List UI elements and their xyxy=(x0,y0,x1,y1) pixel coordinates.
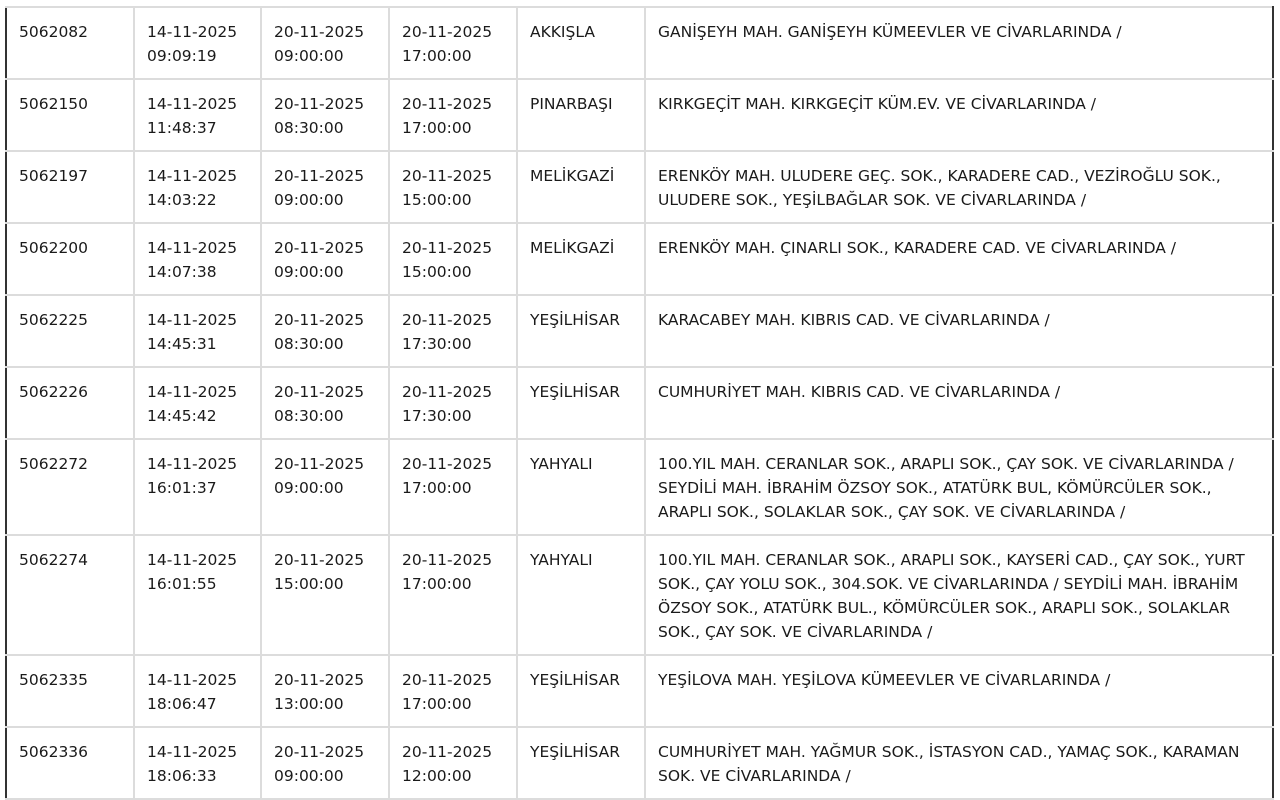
start-time: 09:00:00 xyxy=(274,767,344,785)
district: YAHYALI xyxy=(530,455,593,473)
outage-id-cell xyxy=(6,727,134,799)
created-date: 14-11-2025 xyxy=(147,23,238,41)
end-time: 17:00:00 xyxy=(402,695,472,713)
end-datetime-cell xyxy=(389,655,517,727)
district: AKKIŞLA xyxy=(530,23,595,41)
outage-id-cell xyxy=(6,223,134,295)
end-date: 20-11-2025 xyxy=(402,551,493,569)
end-datetime-cell xyxy=(389,535,517,655)
outage-id-cell xyxy=(6,79,134,151)
outage-id: 5062335 xyxy=(19,671,89,689)
start-date: 20-11-2025 xyxy=(274,671,365,689)
created-time: 11:48:37 xyxy=(147,119,217,137)
outage-id: 5062225 xyxy=(19,311,89,329)
address: KIRKGEÇİT MAH. KIRKGEÇİT KÜM.EV. VE CİVARLARINDA / xyxy=(658,95,1097,113)
district: YEŞİLHİSAR xyxy=(530,383,621,401)
address: 100.YIL MAH. CERANLAR SOK., ARAPLI SOK., KAYSERİ CAD., ÇAY SOK., YURT SOK., ÇAY YOLU SOK., 304.SOK. VE CİVARLARINDA / SEYDİLİ MAH. İBRAHİM ÖZSOY SOK., ATATÜRK BUL., KÖMÜRCÜLER SOK., ARAPLI SOK., SOLAKLAR SOK., ÇAY SOK. VE CİVARLARINDA / xyxy=(658,551,1245,641)
address: CUMHURİYET MAH. YAĞMUR SOK., İSTASYON CAD., YAMAÇ SOK., KARAMAN SOK. VE CİVARLARINDA / xyxy=(658,743,1240,785)
end-datetime-cell xyxy=(389,79,517,151)
created-datetime-cell xyxy=(134,295,261,367)
address: KARACABEY MAH. KIBRIS CAD. VE CİVARLARINDA / xyxy=(658,311,1050,329)
created-time: 18:06:33 xyxy=(147,767,217,785)
start-datetime-cell xyxy=(261,295,389,367)
start-date: 20-11-2025 xyxy=(274,311,365,329)
end-time: 15:00:00 xyxy=(402,263,472,281)
outage-id-cell xyxy=(6,367,134,439)
table-row xyxy=(6,223,1273,295)
address: ERENKÖY MAH. ÇINARLI SOK., KARADERE CAD. VE CİVARLARINDA / xyxy=(658,239,1177,257)
created-date: 14-11-2025 xyxy=(147,743,238,761)
address: YEŞİLOVA MAH. YEŞİLOVA KÜMEEVLER VE CİVARLARINDA / xyxy=(658,671,1111,689)
start-datetime-cell xyxy=(261,151,389,223)
end-date: 20-11-2025 xyxy=(402,167,493,185)
start-time: 08:30:00 xyxy=(274,119,344,137)
start-datetime-cell xyxy=(261,367,389,439)
district-cell xyxy=(517,655,645,727)
outage-table xyxy=(5,6,1274,800)
district: MELİKGAZİ xyxy=(530,167,615,185)
outage-id-cell xyxy=(6,439,134,535)
outage-id: 5062336 xyxy=(19,743,89,761)
start-datetime-cell xyxy=(261,7,389,79)
created-time: 14:03:22 xyxy=(147,191,217,209)
outage-id: 5062274 xyxy=(19,551,89,569)
start-time: 09:00:00 xyxy=(274,191,344,209)
address-cell xyxy=(645,79,1273,151)
end-date: 20-11-2025 xyxy=(402,23,493,41)
district-cell xyxy=(517,7,645,79)
start-date: 20-11-2025 xyxy=(274,383,365,401)
district-cell xyxy=(517,439,645,535)
created-date: 14-11-2025 xyxy=(147,455,238,473)
end-time: 17:30:00 xyxy=(402,407,472,425)
district-cell xyxy=(517,79,645,151)
start-datetime-cell xyxy=(261,535,389,655)
outage-id-cell xyxy=(6,7,134,79)
created-datetime-cell xyxy=(134,727,261,799)
end-datetime-cell xyxy=(389,727,517,799)
table-row xyxy=(6,7,1273,79)
table-row xyxy=(6,535,1273,655)
start-time: 09:00:00 xyxy=(274,47,344,65)
created-time: 14:07:38 xyxy=(147,263,217,281)
start-datetime-cell xyxy=(261,79,389,151)
start-time: 09:00:00 xyxy=(274,479,344,497)
outage-table-container xyxy=(5,6,1272,800)
start-time: 09:00:00 xyxy=(274,263,344,281)
address-cell xyxy=(645,7,1273,79)
created-datetime-cell xyxy=(134,79,261,151)
outage-id: 5062272 xyxy=(19,455,89,473)
start-date: 20-11-2025 xyxy=(274,455,365,473)
table-row xyxy=(6,655,1273,727)
address-cell xyxy=(645,151,1273,223)
start-date: 20-11-2025 xyxy=(274,239,365,257)
end-date: 20-11-2025 xyxy=(402,383,493,401)
district-cell xyxy=(517,535,645,655)
created-datetime-cell xyxy=(134,223,261,295)
address-cell xyxy=(645,535,1273,655)
start-date: 20-11-2025 xyxy=(274,551,365,569)
created-time: 16:01:55 xyxy=(147,575,217,593)
address-cell xyxy=(645,367,1273,439)
start-time: 08:30:00 xyxy=(274,407,344,425)
start-time: 08:30:00 xyxy=(274,335,344,353)
district: YEŞİLHİSAR xyxy=(530,311,621,329)
start-date: 20-11-2025 xyxy=(274,95,365,113)
created-time: 09:09:19 xyxy=(147,47,217,65)
end-time: 17:00:00 xyxy=(402,575,472,593)
created-date: 14-11-2025 xyxy=(147,383,238,401)
created-time: 14:45:42 xyxy=(147,407,217,425)
end-date: 20-11-2025 xyxy=(402,95,493,113)
end-time: 17:00:00 xyxy=(402,479,472,497)
created-time: 18:06:47 xyxy=(147,695,217,713)
start-time: 13:00:00 xyxy=(274,695,344,713)
address: CUMHURİYET MAH. KIBRIS CAD. VE CİVARLARINDA / xyxy=(658,383,1061,401)
created-date: 14-11-2025 xyxy=(147,167,238,185)
created-datetime-cell xyxy=(134,7,261,79)
created-datetime-cell xyxy=(134,367,261,439)
district: YEŞİLHİSAR xyxy=(530,671,621,689)
address: GANİŞEYH MAH. GANİŞEYH KÜMEEVLER VE CİVARLARINDA / xyxy=(658,23,1122,41)
district: YAHYALI xyxy=(530,551,593,569)
address-cell xyxy=(645,223,1273,295)
created-date: 14-11-2025 xyxy=(147,239,238,257)
district-cell xyxy=(517,295,645,367)
created-date: 14-11-2025 xyxy=(147,95,238,113)
address-cell xyxy=(645,295,1273,367)
district: YEŞİLHİSAR xyxy=(530,743,621,761)
district-cell xyxy=(517,151,645,223)
end-datetime-cell xyxy=(389,367,517,439)
created-datetime-cell xyxy=(134,151,261,223)
end-date: 20-11-2025 xyxy=(402,239,493,257)
address: 100.YIL MAH. CERANLAR SOK., ARAPLI SOK., ÇAY SOK. VE CİVARLARINDA / SEYDİLİ MAH. İBRAHİM ÖZSOY SOK., ATATÜRK BUL, KÖMÜRCÜLER SOK., ARAPLI SOK., SOLAKLAR SOK., ÇAY SOK. VE CİVARLARINDA / xyxy=(658,455,1234,521)
start-datetime-cell xyxy=(261,655,389,727)
end-datetime-cell xyxy=(389,295,517,367)
end-time: 17:00:00 xyxy=(402,119,472,137)
end-datetime-cell xyxy=(389,223,517,295)
start-date: 20-11-2025 xyxy=(274,743,365,761)
end-datetime-cell xyxy=(389,7,517,79)
end-date: 20-11-2025 xyxy=(402,671,493,689)
end-datetime-cell xyxy=(389,151,517,223)
outage-id-cell xyxy=(6,655,134,727)
table-row xyxy=(6,79,1273,151)
address-cell xyxy=(645,727,1273,799)
address: ERENKÖY MAH. ULUDERE GEÇ. SOK., KARADERE CAD., VEZİROĞLU SOK., ULUDERE SOK., YEŞİLBAĞLAR SOK. VE CİVARLARINDA / xyxy=(658,167,1221,209)
created-time: 14:45:31 xyxy=(147,335,217,353)
created-datetime-cell xyxy=(134,655,261,727)
outage-id: 5062226 xyxy=(19,383,89,401)
outage-id: 5062200 xyxy=(19,239,89,257)
outage-id: 5062150 xyxy=(19,95,89,113)
created-date: 14-11-2025 xyxy=(147,311,238,329)
outage-id: 5062082 xyxy=(19,23,89,41)
address-cell xyxy=(645,655,1273,727)
outage-id-cell xyxy=(6,535,134,655)
table-row xyxy=(6,151,1273,223)
table-row xyxy=(6,295,1273,367)
outage-table-body xyxy=(6,7,1273,799)
end-date: 20-11-2025 xyxy=(402,311,493,329)
start-datetime-cell xyxy=(261,223,389,295)
district: PINARBAŞI xyxy=(530,95,613,113)
end-time: 15:00:00 xyxy=(402,191,472,209)
outage-id-cell xyxy=(6,295,134,367)
created-datetime-cell xyxy=(134,535,261,655)
table-row xyxy=(6,727,1273,799)
district-cell xyxy=(517,223,645,295)
end-date: 20-11-2025 xyxy=(402,455,493,473)
district-cell xyxy=(517,367,645,439)
end-date: 20-11-2025 xyxy=(402,743,493,761)
table-row xyxy=(6,439,1273,535)
end-time: 17:30:00 xyxy=(402,335,472,353)
address-cell xyxy=(645,439,1273,535)
start-datetime-cell xyxy=(261,439,389,535)
end-datetime-cell xyxy=(389,439,517,535)
end-time: 17:00:00 xyxy=(402,47,472,65)
district-cell xyxy=(517,727,645,799)
created-date: 14-11-2025 xyxy=(147,671,238,689)
start-time: 15:00:00 xyxy=(274,575,344,593)
created-date: 14-11-2025 xyxy=(147,551,238,569)
outage-id-cell xyxy=(6,151,134,223)
start-date: 20-11-2025 xyxy=(274,23,365,41)
outage-id: 5062197 xyxy=(19,167,89,185)
table-row xyxy=(6,367,1273,439)
created-time: 16:01:37 xyxy=(147,479,217,497)
start-date: 20-11-2025 xyxy=(274,167,365,185)
district: MELİKGAZİ xyxy=(530,239,615,257)
created-datetime-cell xyxy=(134,439,261,535)
end-time: 12:00:00 xyxy=(402,767,472,785)
start-datetime-cell xyxy=(261,727,389,799)
